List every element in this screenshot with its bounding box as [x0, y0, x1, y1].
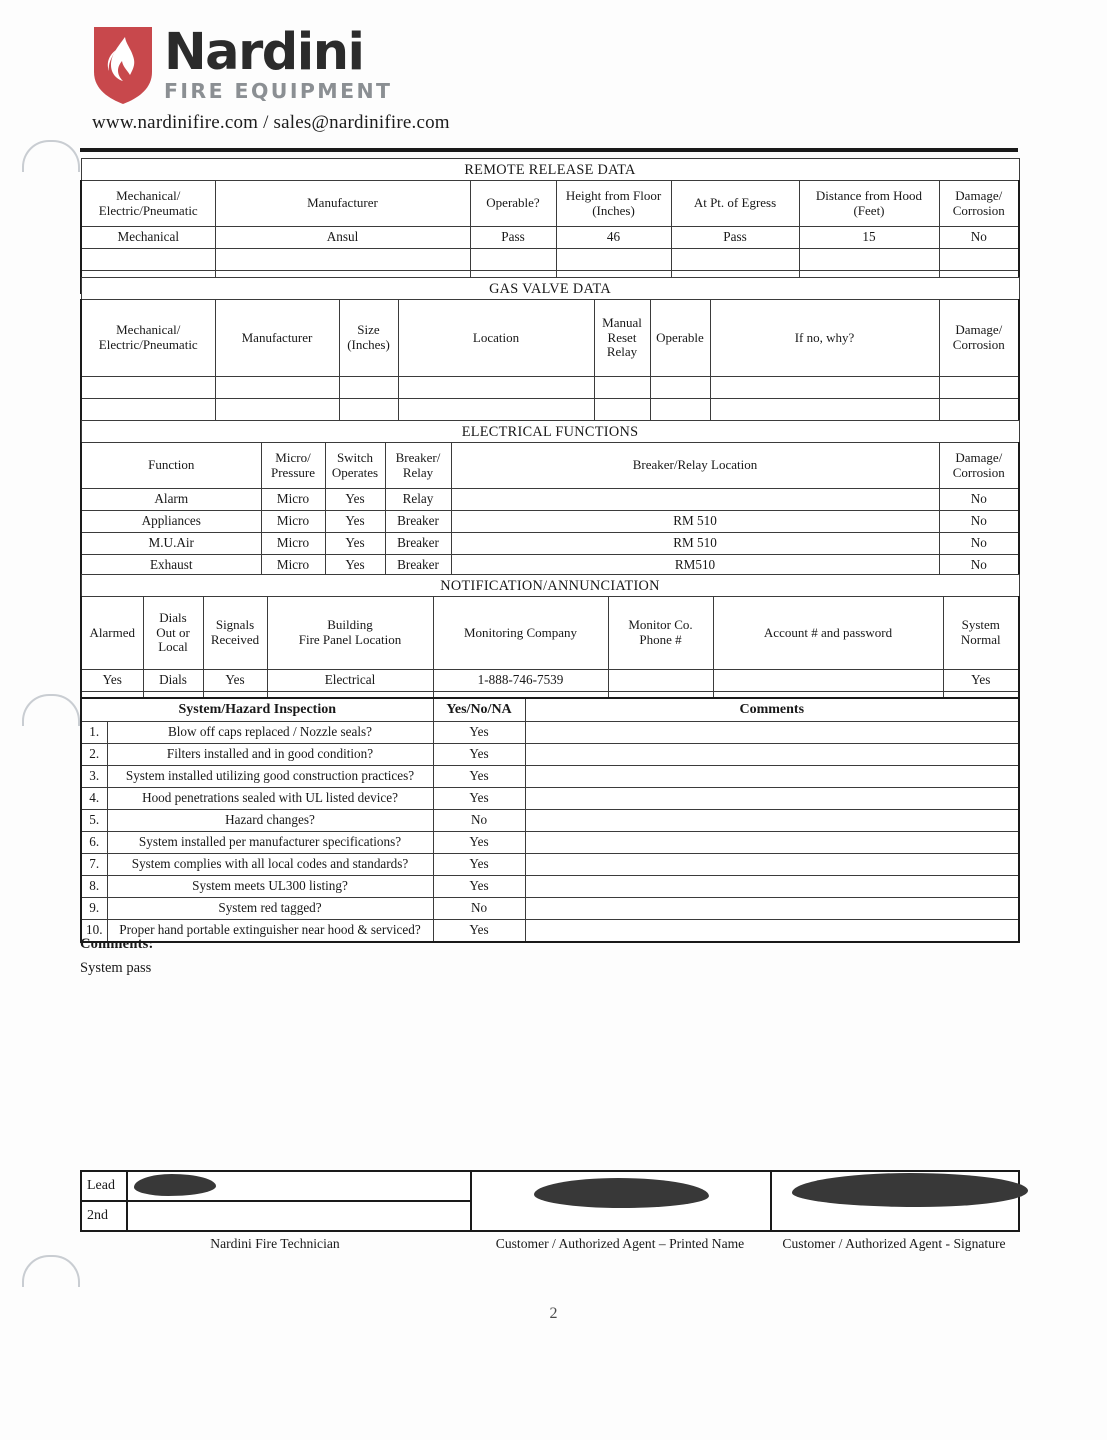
table-row [81, 722, 1019, 744]
cell-height[interactable]: 46 [556, 227, 671, 249]
cell-type[interactable]: Mechanical [81, 227, 215, 249]
cell-micro-pressure[interactable]: Micro [261, 533, 325, 555]
cell-location[interactable] [398, 377, 594, 399]
cell-manufacturer[interactable] [215, 377, 339, 399]
brand-subtitle: FIRE EQUIPMENT [164, 79, 393, 103]
header-line-2: Operates [331, 464, 379, 480]
inspection-comment[interactable] [525, 876, 1019, 898]
cell-operable[interactable] [470, 249, 556, 271]
section-title-notification: NOTIFICATION/ANNUNCIATION [81, 575, 1019, 597]
caption-signature: Customer / Authorized Agent - Signature [782, 1236, 1006, 1251]
gas-valve-data-table [80, 277, 1020, 444]
col-header-building-fire-panel-location [267, 597, 433, 670]
printed-name-field[interactable] [471, 1171, 771, 1231]
header-line-1: Micro/ [275, 449, 311, 465]
header-line-2: Normal [960, 632, 1001, 647]
section-title-electrical-functions: ELECTRICAL FUNCTIONS [81, 421, 1019, 443]
cell-damage[interactable]: No [939, 511, 1019, 533]
cell-monitor-phone[interactable] [608, 670, 713, 692]
col-header-breaker-relay [385, 443, 451, 489]
header-line-1: Size [357, 322, 380, 338]
table-row [81, 399, 1019, 421]
row-number: 10. [81, 920, 107, 943]
inspection-answer[interactable]: Yes [433, 788, 525, 810]
inspection-question: System installed per manufacturer specifications? [107, 832, 433, 854]
system-hazard-inspection-table [80, 697, 1020, 943]
col-header-breaker-relay-location: Breaker/Relay Location [451, 443, 939, 489]
table-row [81, 533, 1019, 555]
col-header-damage-corrosion [939, 300, 1019, 377]
col-header-at-pt-of-egress: At Pt. of Egress [671, 181, 799, 227]
table-row [81, 876, 1019, 898]
col-header-micro-pressure [261, 443, 325, 489]
header-line-2: Fire Panel Location [298, 632, 402, 647]
cell-alarmed[interactable]: Yes [81, 670, 143, 692]
cell-breaker-relay[interactable]: Breaker [385, 555, 451, 577]
cell-damage[interactable] [939, 249, 1019, 271]
col-header-answer: Yes/No/NA [433, 698, 525, 722]
cell-breaker-relay[interactable]: Breaker [385, 533, 451, 555]
remote-release-data-table [80, 158, 1020, 294]
header-line-1: Monitor Co. [628, 617, 693, 633]
inspection-comment[interactable] [525, 898, 1019, 920]
redaction-mark [134, 1174, 216, 1196]
hole-punch-mark-top [22, 140, 80, 172]
header-line-1: Height from Floor [565, 187, 662, 203]
cell-monitoring-company[interactable]: 1-888-746-7539 [433, 670, 608, 692]
row-number: 1. [81, 722, 107, 744]
inspection-answer[interactable]: Yes [433, 766, 525, 788]
cell-account[interactable] [713, 670, 943, 692]
inspection-question: System meets UL300 listing? [107, 876, 433, 898]
header-line-2: Out or [156, 624, 190, 640]
cell-distance[interactable]: 15 [799, 227, 939, 249]
inspection-comment[interactable] [525, 766, 1019, 788]
cell-breaker-relay[interactable]: Breaker [385, 511, 451, 533]
col-header-type [81, 181, 215, 227]
cell-damage[interactable]: No [939, 227, 1019, 249]
col-header-operable: Operable? [470, 181, 556, 227]
col-header-location: Location [398, 300, 594, 377]
col-header-function: Function [81, 443, 261, 489]
contact-line: www.nardinifire.com / sales@nardinifire.com [92, 112, 450, 133]
table-row [81, 810, 1019, 832]
table-row [81, 854, 1019, 876]
inspection-question: System red tagged? [107, 898, 433, 920]
header-line-1: Manual [602, 315, 642, 331]
hole-punch-mark-middle [22, 694, 80, 726]
comments-section [80, 936, 580, 977]
header-line-3: Relay [606, 344, 638, 360]
col-header-signals-received [203, 597, 267, 670]
document-header [92, 24, 612, 134]
second-label: 2nd [81, 1201, 127, 1231]
signature-captions [80, 1236, 1018, 1252]
header-line-1: Breaker/ [395, 449, 441, 465]
cell-size[interactable] [339, 399, 398, 421]
cell-operable[interactable] [650, 399, 710, 421]
redaction-mark [792, 1173, 1028, 1207]
cell-location[interactable] [398, 399, 594, 421]
table-row [81, 766, 1019, 788]
header-line-1: Distance from Hood [815, 187, 923, 203]
inspection-answer[interactable]: No [433, 898, 525, 920]
cell-type[interactable] [81, 399, 215, 421]
cell-manufacturer[interactable] [215, 399, 339, 421]
cell-damage[interactable]: No [939, 555, 1019, 577]
cell-function[interactable]: Exhaust [81, 555, 261, 577]
row-number: 6. [81, 832, 107, 854]
cell-location[interactable] [451, 489, 939, 511]
col-header-manufacturer: Manufacturer [215, 181, 470, 227]
cell-damage[interactable] [939, 399, 1019, 421]
cell-location[interactable]: RM 510 [451, 533, 939, 555]
caption-printed-name: Customer / Authorized Agent – Printed Name [495, 1236, 745, 1251]
cell-switch-operates[interactable]: Yes [325, 555, 385, 577]
cell-micro-pressure[interactable]: Micro [261, 489, 325, 511]
col-header-system-normal [943, 597, 1019, 670]
header-line-1: Mechanical/ [116, 322, 181, 338]
row-number: 3. [81, 766, 107, 788]
cell-operable[interactable]: Pass [470, 227, 556, 249]
header-line-2: Electric/Pneumatic [98, 202, 198, 218]
col-header-alarmed: Alarmed [81, 597, 143, 670]
cell-system-normal[interactable]: Yes [943, 670, 1019, 692]
inspection-answer[interactable]: Yes [433, 920, 525, 943]
inspection-answer[interactable]: Yes [433, 876, 525, 898]
col-header-height-from-floor [556, 181, 671, 227]
cell-distance[interactable] [799, 249, 939, 271]
inspection-comment[interactable] [525, 854, 1019, 876]
cell-reset-relay[interactable] [594, 377, 650, 399]
cell-breaker-relay[interactable]: Relay [385, 489, 451, 511]
col-header-monitor-co-phone [608, 597, 713, 670]
header-line-2: (Inches) [347, 337, 390, 352]
header-line-1: Dials [159, 610, 187, 626]
cell-type[interactable] [81, 377, 215, 399]
cell-if-no-why[interactable] [710, 399, 939, 421]
inspection-comment[interactable] [525, 788, 1019, 810]
signature-block [80, 1170, 1018, 1252]
electrical-functions-table [80, 420, 1020, 600]
header-divider [80, 148, 1018, 152]
col-header-comments: Comments [525, 698, 1019, 722]
inspection-question: System complies with all local codes and standards? [107, 854, 433, 876]
col-header-inspection: System/Hazard Inspection [81, 698, 433, 722]
row-number: 4. [81, 788, 107, 810]
cell-micro-pressure[interactable]: Micro [261, 511, 325, 533]
cell-location[interactable]: RM510 [451, 555, 939, 577]
page-number: 2 [549, 1305, 558, 1322]
row-number: 9. [81, 898, 107, 920]
col-header-manual-reset-relay [594, 300, 650, 377]
table-row [81, 788, 1019, 810]
header-line-1: Damage/ [955, 187, 1003, 203]
header-line-1: Building [327, 617, 373, 633]
row-number: 8. [81, 876, 107, 898]
inspection-answer[interactable]: No [433, 810, 525, 832]
header-line-2: Corrosion [952, 202, 1005, 218]
col-header-switch-operates [325, 443, 385, 489]
cell-height[interactable] [556, 249, 671, 271]
col-header-operable: Operable [650, 300, 710, 377]
cell-egress[interactable]: Pass [671, 227, 799, 249]
cell-switch-operates[interactable]: Yes [325, 511, 385, 533]
cell-dials[interactable]: Dials [143, 670, 203, 692]
col-header-damage-corrosion [939, 443, 1019, 489]
cell-if-no-why[interactable] [710, 377, 939, 399]
nardini-shield-flame-logo-icon [92, 24, 154, 106]
cell-damage[interactable]: No [939, 533, 1019, 555]
inspection-comment[interactable] [525, 832, 1019, 854]
col-header-if-no-why: If no, why? [710, 300, 939, 377]
col-header-monitoring-company: Monitoring Company [433, 597, 608, 670]
cell-reset-relay[interactable] [594, 399, 650, 421]
header-line-2: Corrosion [952, 337, 1005, 352]
row-number: 7. [81, 854, 107, 876]
brand-name: Nardini [164, 23, 364, 82]
cell-egress[interactable] [671, 249, 799, 271]
table-row [81, 249, 1019, 271]
cell-switch-operates[interactable]: Yes [325, 533, 385, 555]
cell-function[interactable]: Alarm [81, 489, 261, 511]
table-row [81, 511, 1019, 533]
table-row [81, 744, 1019, 766]
row-number: 5. [81, 810, 107, 832]
cell-signals-received[interactable]: Yes [203, 670, 267, 692]
col-header-dials-out-or-local [143, 597, 203, 670]
header-line-1: Damage/ [955, 322, 1003, 338]
col-header-type [81, 300, 215, 377]
cell-switch-operates[interactable]: Yes [325, 489, 385, 511]
inspection-question: Hazard changes? [107, 810, 433, 832]
inspection-question: Hood penetrations sealed with UL listed device? [107, 788, 433, 810]
table-row [81, 489, 1019, 511]
cell-manufacturer[interactable] [215, 249, 470, 271]
comments-label: Comments: [80, 936, 154, 952]
header-line-2: Relay [402, 464, 434, 480]
header-line-2: Received [210, 632, 260, 647]
cell-function[interactable]: M.U.Air [81, 533, 261, 555]
section-title-gas-valve: GAS VALVE DATA [81, 278, 1019, 300]
inspection-question: Blow off caps replaced / Nozzle seals? [107, 722, 433, 744]
header-line-2: Pressure [270, 464, 316, 480]
col-header-manufacturer: Manufacturer [215, 300, 339, 377]
lead-signature-field[interactable] [127, 1171, 471, 1201]
inspection-question: System installed utilizing good construction practices? [107, 766, 433, 788]
header-line-1: Damage/ [955, 449, 1003, 465]
inspection-answer[interactable]: Yes [433, 854, 525, 876]
header-line-1: Switch [336, 449, 374, 465]
section-title-remote-release: REMOTE RELEASE DATA [81, 159, 1019, 181]
cell-operable[interactable] [650, 377, 710, 399]
inspection-question: Proper hand portable extinguisher near hood & serviced? [107, 920, 433, 943]
cell-manufacturer[interactable]: Ansul [215, 227, 470, 249]
hole-punch-mark-bottom [22, 1255, 80, 1287]
header-line-1: Signals [215, 617, 255, 633]
inspection-comment[interactable] [525, 744, 1019, 766]
inspection-comment[interactable] [525, 920, 1019, 943]
notification-annunciation-table [80, 574, 1020, 715]
header-line-2: Electric/Pneumatic [98, 337, 198, 352]
header-line-2: Reset [607, 329, 637, 345]
table-row [81, 377, 1019, 399]
cell-type[interactable] [81, 249, 215, 271]
col-header-account-and-password: Account # and password [713, 597, 943, 670]
cell-damage[interactable] [939, 377, 1019, 399]
cell-panel-location[interactable]: Electrical [267, 670, 433, 692]
header-line-3: Local [158, 639, 188, 655]
cell-damage[interactable]: No [939, 489, 1019, 511]
header-line-2: (Inches) [592, 202, 635, 218]
inspection-comment[interactable] [525, 810, 1019, 832]
second-signature-field[interactable] [127, 1201, 471, 1231]
inspection-answer[interactable]: Yes [433, 722, 525, 744]
cell-function[interactable]: Appliances [81, 511, 261, 533]
col-header-distance-from-hood [799, 181, 939, 227]
inspection-comment[interactable] [525, 722, 1019, 744]
header-line-2: Corrosion [952, 464, 1005, 480]
table-row [81, 832, 1019, 854]
cell-location[interactable]: RM 510 [451, 511, 939, 533]
row-number: 2. [81, 744, 107, 766]
header-line-1: Mechanical/ [116, 187, 181, 203]
table-row [81, 670, 1019, 692]
table-row [81, 227, 1019, 249]
header-line-2: Phone # [639, 632, 682, 647]
inspection-answer[interactable]: Yes [433, 832, 525, 854]
customer-signature-field[interactable] [771, 1171, 1019, 1231]
col-header-size [339, 300, 398, 377]
cell-size[interactable] [339, 377, 398, 399]
inspection-answer[interactable]: Yes [433, 744, 525, 766]
header-line-1: System [961, 617, 1000, 633]
inspection-question: Filters installed and in good condition? [107, 744, 433, 766]
header-line-2: (Feet) [853, 202, 885, 218]
comments-text[interactable]: System pass [80, 960, 152, 976]
redaction-mark [534, 1178, 709, 1208]
lead-label: Lead [81, 1171, 127, 1201]
table-row [81, 898, 1019, 920]
caption-technician: Nardini Fire Technician [210, 1236, 340, 1251]
signature-table [80, 1170, 1020, 1232]
col-header-damage-corrosion [939, 181, 1019, 227]
cell-micro-pressure[interactable]: Micro [261, 555, 325, 577]
